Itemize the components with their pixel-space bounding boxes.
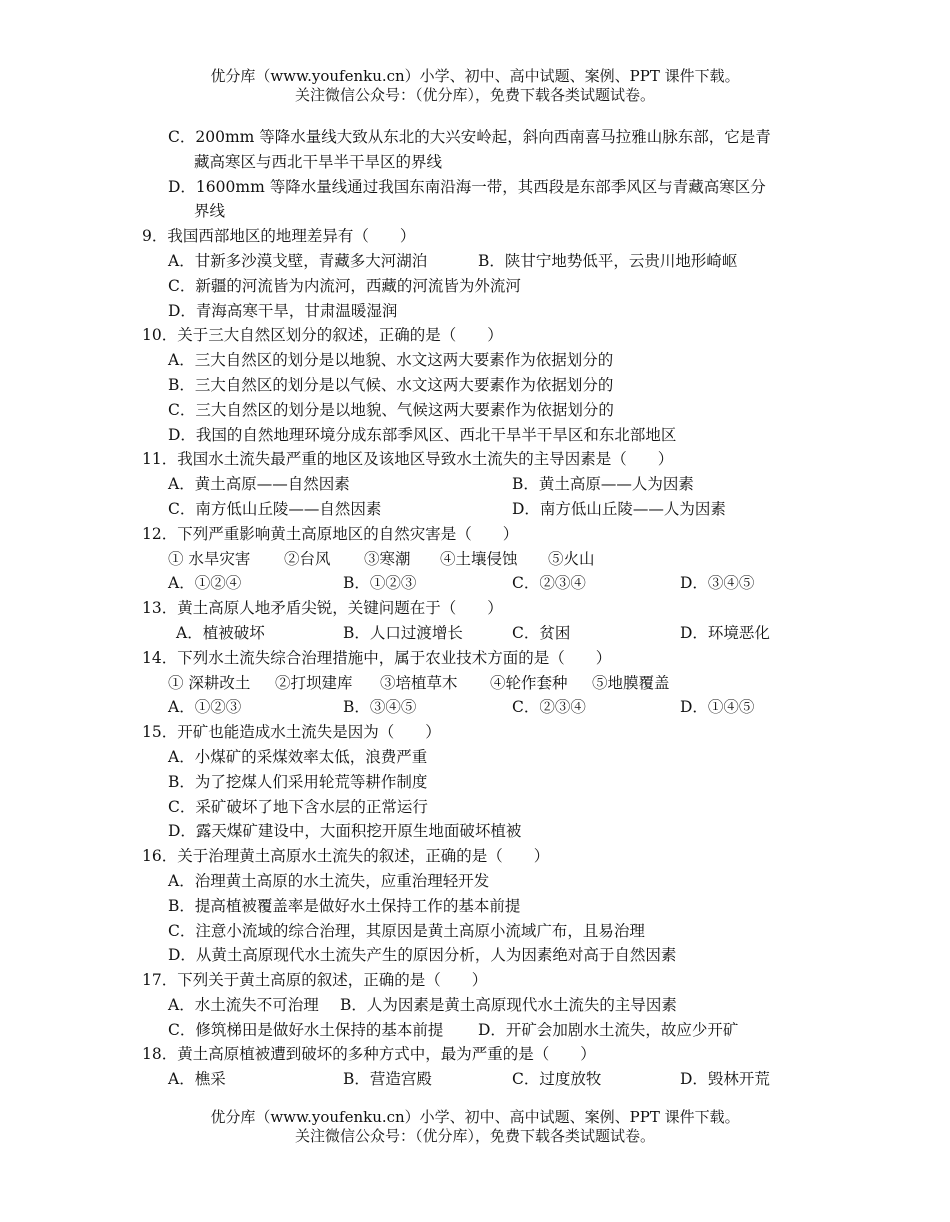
q8-option-d: D．1600mm 等降水量线通过我国东南沿海一带，其西段是东部季风区与青藏高寒区分 [168, 177, 766, 196]
q16-stem: 16．关于治理黄土高原水土流失的叙述，正确的是（ ） [142, 847, 550, 866]
q13-option-a: A．植被破坏 [176, 623, 265, 642]
q11-options-ab [142, 472, 822, 497]
q18-option-c: C．过度放牧 [512, 1070, 602, 1089]
q14-item-2: ②打坝建库 [275, 673, 353, 692]
q17-options-cd [142, 1018, 822, 1043]
q18-options [142, 1067, 822, 1092]
q15-stem: 15．开矿也能造成水土流失是因为（ ） [142, 723, 441, 742]
q17-option-b: B．人为因素是黄土高原现代水土流失的主导因素 [340, 995, 677, 1014]
q18-option-d: D．毁林开荒 [680, 1070, 770, 1089]
q13-option-b: B．人口过渡增长 [343, 623, 463, 642]
q9-option-a: A．甘新多沙漠戈壁，青藏多大河湖泊 [168, 251, 428, 270]
q13-stem: 13．黄土高原人地矛盾尖锐，关键问题在于（ ） [142, 599, 503, 618]
q9-stem: 9．我国西部地区的地理差异有（ ） [142, 227, 416, 246]
q14-option-c: C．②③④ [512, 698, 586, 717]
q11-option-d: D．南方低山丘陵——人为因素 [512, 499, 726, 518]
q10-option-d: D．我国的自然地理环境分成东部季风区、西北干旱半干旱区和东北部地区 [168, 425, 677, 444]
q18-option-b: B．营造宫殿 [343, 1070, 432, 1089]
q17-option-c: C．修筑梯田是做好水土保持的基本前提 [168, 1020, 444, 1039]
q14-item-1: ① 深耕改土 [168, 673, 251, 692]
q14-option-a: A．①②③ [168, 698, 242, 717]
q16-option-d: D．从黄土高原现代水土流失产生的原因分析，人为因素绝对高于自然因素 [168, 946, 677, 965]
q14-item-5: ⑤地膜覆盖 [592, 673, 670, 692]
q17-options-ab [142, 993, 822, 1018]
q12-item-2: ②台风 [284, 549, 331, 568]
q15-option-a: A．小煤矿的采煤效率太低，浪费严重 [168, 747, 428, 766]
q12-item-5: ⑤火山 [548, 549, 595, 568]
q14-items [142, 671, 822, 696]
q14-option-d: D．①④⑤ [680, 698, 755, 717]
q17-stem: 17．下列关于黄土高原的叙述，正确的是（ ） [142, 971, 488, 990]
q13-option-c: C．贫困 [512, 623, 571, 642]
header-line-1: 优分库（www.youfenku.cn）小学、初中、高中试题、案例、PPT 课件下载。 [210, 67, 740, 85]
q10-option-b: B．三大自然区的划分是以气候、水文这两大要素作为依据划分的 [168, 375, 614, 394]
q16-option-c: C．注意小流域的综合治理，其原因是黄土高原小流域广布，且易治理 [168, 921, 645, 940]
q8-option-d-cont: 界线 [194, 202, 226, 221]
q12-option-d: D．③④⑤ [680, 574, 755, 593]
q12-item-1: ① 水旱灾害 [168, 549, 251, 568]
q10-option-a: A．三大自然区的划分是以地貌、水文这两大要素作为依据划分的 [168, 351, 614, 370]
q9-option-d: D．青海高寒干旱，甘肃温暖湿润 [168, 301, 398, 320]
q12-items [142, 547, 822, 572]
q11-stem: 11．我国水土流失最严重的地区及该地区导致水土流失的主导因素是（ ） [142, 450, 674, 469]
q10-stem: 10．关于三大自然区划分的叙述，正确的是（ ） [142, 326, 503, 345]
q13-options [142, 621, 822, 646]
footer-line-2: 关注微信公众号：（优分库），免费下载各类试题试卷。 [294, 1127, 655, 1145]
q16-option-b: B．提高植被覆盖率是做好水土保持工作的基本前提 [168, 896, 521, 915]
q10-option-c: C．三大自然区的划分是以地貌、气候这两大要素作为依据划分的 [168, 400, 614, 419]
q8-option-c-cont: 藏高寒区与西北干旱半干旱区的界线 [194, 152, 443, 171]
question-list [142, 125, 822, 1092]
q14-item-4: ④轮作套种 [490, 673, 568, 692]
q14-item-3: ③培植草木 [380, 673, 458, 692]
q16-option-a: A．治理黄土高原的水土流失，应重治理轻开发 [168, 871, 490, 890]
q18-option-a: A．樵采 [168, 1070, 226, 1089]
q12-option-a: A．①②④ [168, 574, 242, 593]
q9-option-b: B．陕甘宁地势低平，云贵川地形崎岖 [478, 251, 738, 270]
q13-option-d: D．环境恶化 [680, 623, 770, 642]
q15-option-b: B．为了挖煤人们采用轮荒等耕作制度 [168, 772, 428, 791]
q18-stem: 18．黄土高原植被遭到破坏的多种方式中，最为严重的是（ ） [142, 1045, 596, 1064]
q12-option-c: C．②③④ [512, 574, 586, 593]
q17-option-d: D．开矿会加剧水土流失，故应少开矿 [478, 1020, 739, 1039]
q11-option-b: B．黄土高原——人为因素 [512, 475, 694, 494]
q11-option-a: A．黄土高原——自然因素 [168, 475, 350, 494]
page-footer [0, 1108, 950, 1146]
footer-line-1: 优分库（www.youfenku.cn）小学、初中、高中试题、案例、PPT 课件下载。 [210, 1108, 740, 1126]
header-line-2: 关注微信公众号：（优分库），免费下载各类试题试卷。 [294, 86, 655, 104]
q14-option-b: B．③④⑤ [343, 698, 417, 717]
q14-stem: 14．下列水土流失综合治理措施中，属于农业技术方面的是（ ） [142, 648, 612, 667]
q12-item-4: ④土壤侵蚀 [440, 549, 518, 568]
q11-option-c: C．南方低山丘陵——自然因素 [168, 499, 382, 518]
q12-item-3: ③寒潮 [364, 549, 411, 568]
q9-option-c: C．新疆的河流皆为内流河，西藏的河流皆为外流河 [168, 276, 521, 295]
q9-options-ab [142, 249, 822, 274]
q14-options [142, 695, 822, 720]
q15-option-d: D．露天煤矿建设中，大面积挖开原生地面破坏植被 [168, 822, 522, 841]
q11-options-cd [142, 497, 822, 522]
page-header [0, 67, 950, 105]
q15-option-c: C．采矿破坏了地下含水层的正常运行 [168, 797, 428, 816]
q12-options [142, 571, 822, 596]
q8-option-c: C．200mm 等降水量线大致从东北的大兴安岭起，斜向西南喜马拉雅山脉东部，它是青 [168, 128, 771, 146]
q17-option-a: A．水土流失不可治理 [168, 995, 319, 1014]
q12-stem: 12．下列严重影响黄土高原地区的自然灾害是（ ） [142, 524, 519, 543]
q12-option-b: B．①②③ [343, 574, 417, 593]
